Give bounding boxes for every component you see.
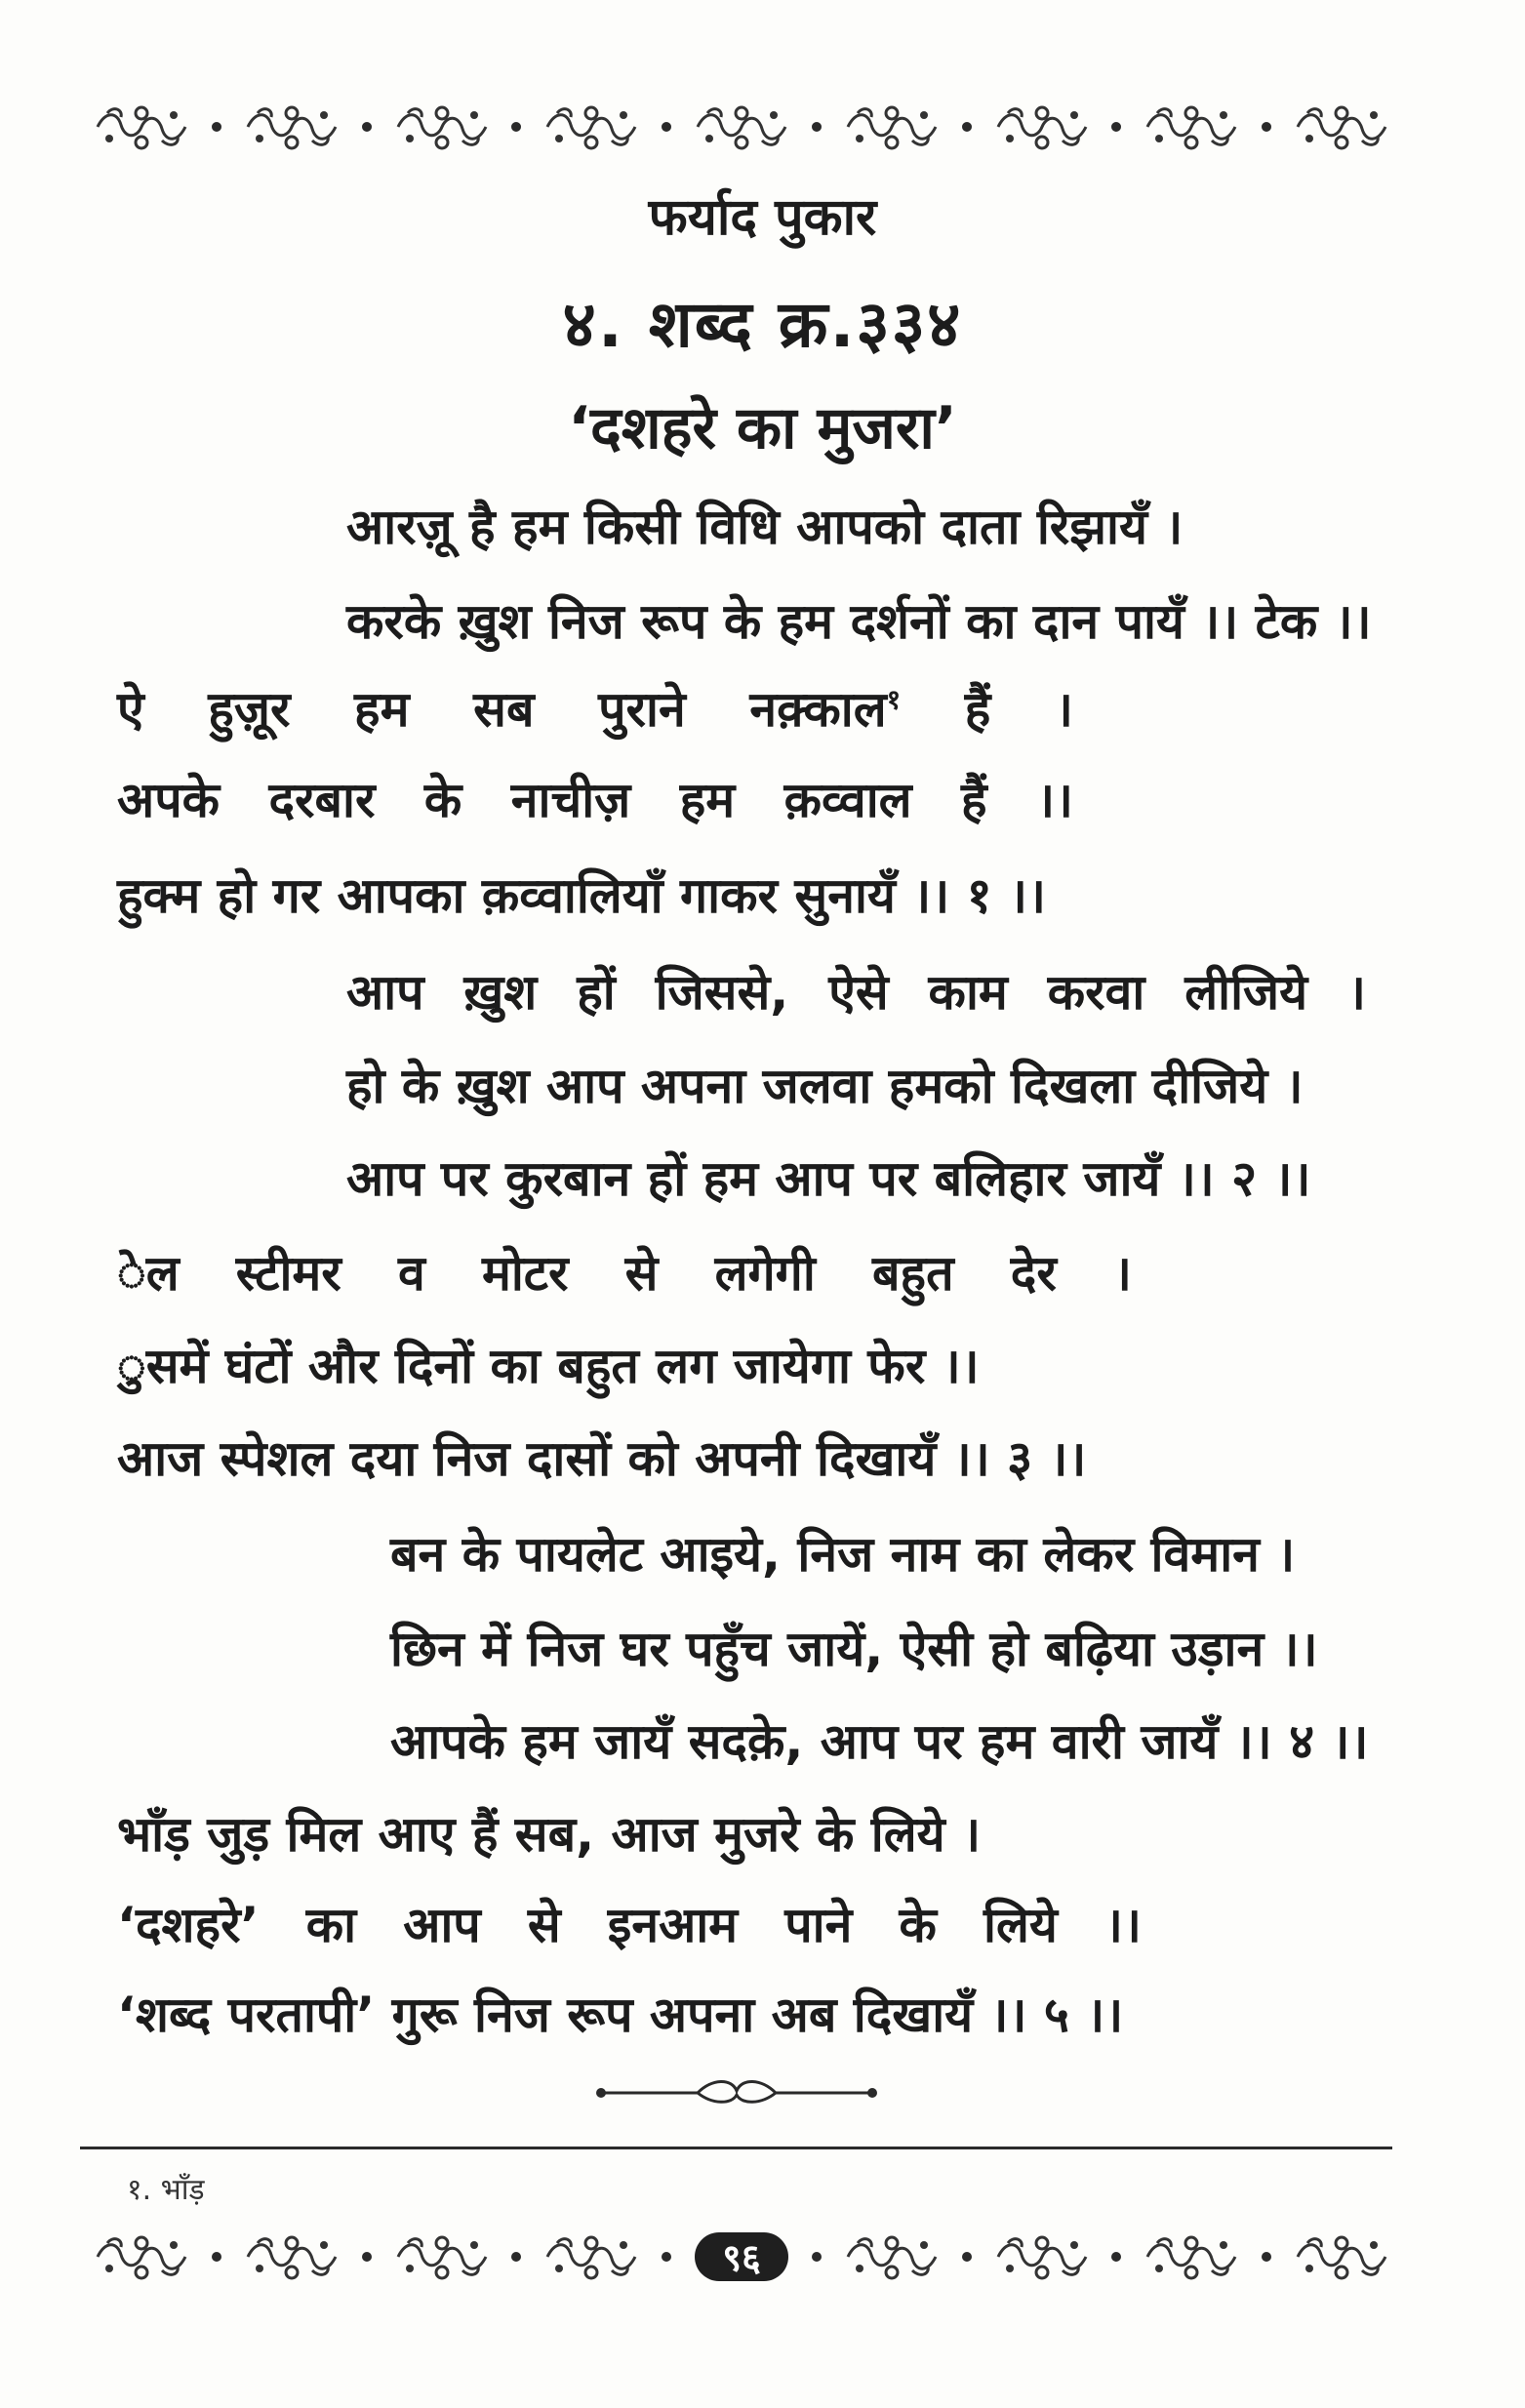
ornament-motif — [1288, 100, 1395, 154]
ornament-motif — [688, 100, 795, 154]
ornament-motif — [88, 100, 195, 154]
ornament-motif — [538, 100, 645, 154]
ornament-motif — [838, 2229, 945, 2284]
page-number: ९६ — [695, 2232, 788, 2281]
verse-word: । — [1055, 681, 1073, 738]
verse-word: नक़्काल — [749, 681, 887, 738]
verse-word: जिससे, — [655, 964, 789, 1021]
shabd-title: ४. शब्द क्र.३३४ — [562, 287, 963, 362]
ornament-motif — [238, 2229, 345, 2284]
verse-word: का — [305, 1897, 357, 1953]
verse-word: लिये — [983, 1897, 1058, 1953]
verse-word: । — [1347, 964, 1366, 1021]
verse-word: पुराने — [598, 681, 686, 738]
ornament-dot — [662, 122, 671, 132]
footnote: १. भाँड़ — [127, 2173, 205, 2207]
ornament-dot — [1111, 2252, 1121, 2262]
verse-word: इनआम — [607, 1897, 739, 1953]
footnote-divider — [80, 2147, 1392, 2149]
verse-line: आप पर कुरबान हों हम आप पर बलिहार जायँ ।। २ ।। — [346, 1150, 1311, 1207]
verse-line: हो के ख़ुश आप अपना जलवा हमको दिखला दीजिये । — [346, 1058, 1304, 1114]
verse-line: छिन में निज घर पहुँच जायें, ऐसी हो बढ़िया उड़ान ।। — [390, 1621, 1318, 1677]
verse-word: बहुत — [871, 1245, 954, 1302]
verse-word: आप — [346, 964, 424, 1021]
ornament-motif — [1288, 2229, 1395, 2284]
verse-word — [749, 681, 902, 738]
ornament-dot — [662, 2252, 671, 2262]
verse-word: ऐ — [117, 681, 144, 738]
verse-word: से — [624, 1245, 659, 1302]
footnote-mark: १ — [886, 683, 902, 716]
ornament-dot — [1262, 2252, 1271, 2262]
ornament-dot — [1262, 122, 1271, 132]
verse-line — [346, 964, 1366, 1021]
verse-word: स्टीमर — [235, 1245, 341, 1302]
verse-line: करके ख़ुश निज रूप के हम दर्शनों का दान पायँ ।। टेक ।। — [346, 593, 1372, 650]
closing-flourish — [595, 2073, 878, 2112]
verse-word: करवा — [1047, 964, 1145, 1021]
verse-line: आज स्पेशल दया निज दासों को अपनी दिखायँ ।। ३ ।। — [117, 1430, 1087, 1487]
ornament-dot — [511, 2252, 521, 2262]
verse-word: नाचीज़ — [510, 772, 631, 828]
section-title: फर्याद पुकार — [648, 188, 877, 247]
verse-word: के — [899, 1897, 937, 1953]
verse-word: सब — [473, 681, 535, 738]
verse-word: । — [1112, 1245, 1132, 1302]
verse-word: देर — [1010, 1245, 1057, 1302]
verse-word: हुज़ूर — [208, 681, 291, 738]
verse-word: मोटर — [481, 1245, 569, 1302]
ornament-motif — [1138, 100, 1245, 154]
ornament-dot — [962, 2252, 972, 2262]
ornament-dot — [212, 122, 221, 132]
verse-word: हैं — [961, 772, 987, 828]
ornament-dot — [212, 2252, 221, 2262]
verse-word: आप — [403, 1897, 481, 1953]
verse-word: काम — [928, 964, 1008, 1021]
verse-word: ‘दशहरे’ — [117, 1897, 260, 1953]
verse-line: बन के पायलेट आइये, निज नाम का लेकर विमान । — [390, 1526, 1296, 1583]
verse-word: अपके — [117, 772, 220, 828]
ornament-motif — [838, 100, 945, 154]
verse-word: लगेगी — [714, 1245, 816, 1302]
verse-word: लीजिये — [1184, 964, 1308, 1021]
verse-line: हुक्म हो गर आपका क़व्वालियाँ गाकर सुनायँ ।। १ ।। — [117, 867, 1046, 924]
ornament-dot — [362, 2252, 372, 2262]
verse-line: आपके हम जायँ सदक़े, आप पर हम वारी जायँ ।। ४ ।। — [390, 1713, 1369, 1770]
verse-line: आरज़ू है हम किसी विधि आपको दाता रिझायँ । — [346, 499, 1184, 555]
ornament-dot — [1111, 122, 1121, 132]
ornament-dot — [812, 122, 822, 132]
verse-word: हों — [577, 964, 616, 1021]
verse-word: ऐसे — [828, 964, 889, 1021]
ornament-dot — [962, 122, 972, 132]
verse-line: ुसमें घंटों और दिनों का बहुत लग जायेगा फेर ।। — [117, 1338, 980, 1394]
verse-word: के — [423, 772, 462, 828]
verse-word: ।। — [1104, 1897, 1142, 1953]
ornament-dot — [812, 2252, 822, 2262]
ornament-motif — [88, 2229, 195, 2284]
verse-word: ।। — [1036, 772, 1073, 828]
ornament-motif — [988, 2229, 1096, 2284]
ornament-motif — [238, 100, 345, 154]
verse-line — [117, 772, 1073, 828]
ornament-motif — [388, 2229, 496, 2284]
verse-word: से — [527, 1897, 561, 1953]
verse-word: ेल — [117, 1245, 180, 1302]
verse-word: हैं — [964, 681, 991, 738]
verse-line: भाँड़ जुड़ मिल आए हैं सब, आज मुजरे के लिये । — [117, 1806, 982, 1863]
ornament-motif — [388, 100, 496, 154]
ornament-motif — [988, 100, 1096, 154]
verse-word: पाने — [784, 1897, 853, 1953]
ornament-motif — [1138, 2229, 1245, 2284]
shabd-subtitle: ‘दशहरे का मुजरा’ — [568, 394, 957, 462]
ornament-dot — [511, 122, 521, 132]
verse-word: हम — [679, 772, 736, 828]
verse-word: दरबार — [268, 772, 376, 828]
verse-line — [117, 681, 1073, 738]
verse-word: ख़ुश — [463, 964, 538, 1021]
verse-line — [117, 1897, 1142, 1953]
verse-word: व — [397, 1245, 425, 1302]
verse-line — [117, 1245, 1132, 1302]
verse-word: हम — [354, 681, 410, 738]
bottom-ornament-border — [88, 2223, 1395, 2291]
page-number-badge — [688, 2229, 795, 2284]
verse-line: ‘शब्द परतापी’ गुरू निज रूप अपना अब दिखायँ ।। ५ ।। — [117, 1987, 1124, 2043]
top-ornament-border — [88, 93, 1395, 161]
ornament-dot — [362, 122, 372, 132]
ornament-motif — [538, 2229, 645, 2284]
verse-word: क़व्वाल — [783, 772, 912, 828]
